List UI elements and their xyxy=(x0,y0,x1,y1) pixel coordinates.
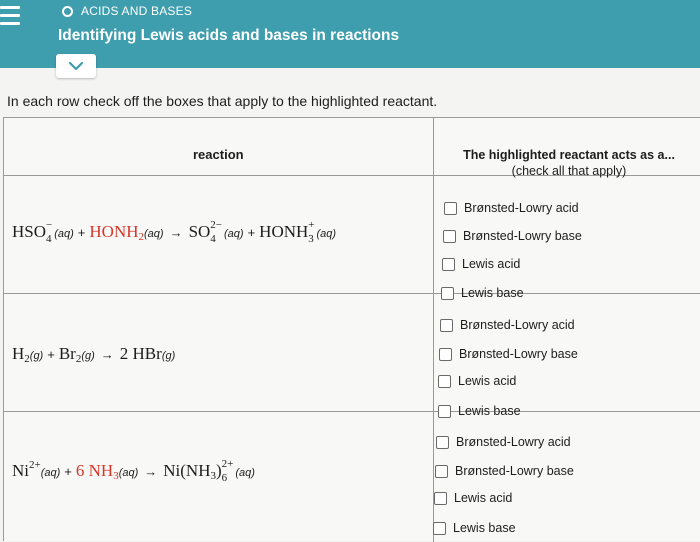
phase-label: (g) xyxy=(161,350,176,362)
row2-option-bl-base[interactable] xyxy=(439,347,578,361)
reaction-2 xyxy=(12,344,175,365)
species-ni: Ni xyxy=(12,461,29,480)
charge: 2+ xyxy=(221,458,234,471)
row2-option-lewis-base[interactable] xyxy=(438,404,521,418)
plus-sign: + xyxy=(64,464,72,479)
row3-option-lewis-acid[interactable] xyxy=(434,491,512,505)
checkbox[interactable] xyxy=(438,375,451,388)
phase-label: (aq) xyxy=(118,467,139,479)
charge: + xyxy=(308,219,315,232)
subscript: 2 xyxy=(24,353,30,365)
reaction-table xyxy=(3,117,700,541)
checkbox[interactable] xyxy=(435,465,448,478)
reaction-arrow: → xyxy=(169,225,183,240)
checkbox[interactable] xyxy=(436,436,449,449)
row-divider xyxy=(4,293,700,294)
topic-label: ACIDS AND BASES xyxy=(81,4,193,18)
topic-row xyxy=(62,3,192,19)
row2-option-bl-acid[interactable] xyxy=(440,318,575,332)
checkbox[interactable] xyxy=(433,522,446,535)
column-header-role-hint: (check all that apply) xyxy=(511,164,627,178)
species-nh3: NH xyxy=(88,461,114,480)
column-header-role-title: The highlighted reactant acts as a... xyxy=(463,148,675,162)
highlighted-reactant xyxy=(76,461,119,480)
row3-option-bl-acid[interactable] xyxy=(436,435,571,449)
species-h2: H xyxy=(12,344,25,363)
circle-outline-icon xyxy=(62,6,73,17)
species-complex: Ni(NH xyxy=(163,461,211,480)
phase-label: (aq) xyxy=(54,228,74,240)
checkbox[interactable] xyxy=(434,492,447,505)
plus-sign: + xyxy=(247,225,256,240)
reaction-arrow: → xyxy=(144,464,158,479)
option-label: Brønsted-Lowry base xyxy=(463,229,582,243)
option-label: Brønsted-Lowry acid xyxy=(456,435,571,449)
sup-sub xyxy=(210,219,223,246)
row-divider xyxy=(4,411,700,412)
phase-label: (aq) xyxy=(316,228,337,240)
row3-option-bl-base[interactable] xyxy=(435,464,574,478)
phase-label: (g) xyxy=(81,350,95,362)
checkbox[interactable] xyxy=(444,202,457,215)
menu-icon[interactable] xyxy=(0,6,20,32)
reaction-arrow: → xyxy=(100,347,114,362)
reaction-3 xyxy=(12,459,255,483)
species-hso4: HSO xyxy=(12,222,47,241)
reaction-1 xyxy=(12,219,337,246)
coefficient: 6 xyxy=(75,461,85,480)
option-label: Lewis acid xyxy=(462,257,521,271)
chevron-down-icon xyxy=(68,60,84,72)
checkbox[interactable] xyxy=(439,348,452,361)
option-label: Brønsted-Lowry acid xyxy=(460,318,575,332)
option-label: Lewis base xyxy=(453,521,516,535)
phase-label: (aq) xyxy=(144,228,164,240)
paren: ) xyxy=(215,461,222,480)
charge: 2+ xyxy=(29,459,41,471)
species-honh2: HONH xyxy=(89,222,139,241)
checkbox[interactable] xyxy=(440,319,453,332)
row1-option-bl-base[interactable] xyxy=(443,229,582,243)
row1-option-bl-acid[interactable] xyxy=(444,201,579,215)
row3-option-lewis-base[interactable] xyxy=(433,521,516,535)
column-divider xyxy=(433,118,434,542)
row2-option-lewis-acid[interactable] xyxy=(438,374,516,388)
phase-label: (aq) xyxy=(235,467,255,479)
subscript: 6 xyxy=(221,472,228,485)
phase-label: (g) xyxy=(29,350,44,362)
option-label: Lewis base xyxy=(458,404,521,418)
phase-label: (aq) xyxy=(40,467,61,479)
checkbox[interactable] xyxy=(438,405,451,418)
plus-sign: + xyxy=(77,225,86,240)
subscript: 4 xyxy=(46,233,52,246)
option-label: Lewis acid xyxy=(458,374,517,388)
expand-button[interactable] xyxy=(56,54,96,78)
instructions-text: In each row check off the boxes that apply to the highlighted reactant. xyxy=(7,93,438,109)
checkbox[interactable] xyxy=(442,258,455,271)
option-label: Lewis base xyxy=(461,286,524,300)
charge: 2− xyxy=(210,219,223,232)
subscript: 3 xyxy=(113,470,119,482)
column-header-role xyxy=(440,148,698,178)
subscript: 2 xyxy=(75,353,82,365)
phase-label: (aq) xyxy=(224,228,244,240)
sup-sub xyxy=(308,219,315,246)
species-honh3: HONH xyxy=(259,222,309,241)
row1-option-lewis-base[interactable] xyxy=(441,286,524,300)
row1-option-lewis-acid[interactable] xyxy=(442,257,520,271)
subscript: 2 xyxy=(138,231,144,243)
column-header-reaction: reaction xyxy=(193,147,244,162)
subscript: 3 xyxy=(308,233,314,246)
checkbox[interactable] xyxy=(443,230,456,243)
option-label: Brønsted-Lowry acid xyxy=(464,201,579,215)
option-label: Lewis acid xyxy=(454,491,513,505)
option-label: Brønsted-Lowry base xyxy=(459,347,578,361)
plus-sign: + xyxy=(47,347,55,362)
subscript: 3 xyxy=(210,470,216,482)
sup-sub xyxy=(221,458,234,485)
option-label: Brønsted-Lowry base xyxy=(455,464,574,478)
sup-sub xyxy=(46,219,53,246)
species-hbr: HBr xyxy=(132,344,162,363)
checkbox[interactable] xyxy=(441,287,454,300)
app-header xyxy=(0,0,700,68)
highlighted-reactant xyxy=(89,222,144,241)
page-title: Identifying Lewis acids and bases in reactions xyxy=(58,27,400,44)
species-br2: Br xyxy=(58,344,76,363)
coefficient: 2 xyxy=(119,344,129,363)
charge: − xyxy=(46,219,53,232)
species-so4: SO xyxy=(188,222,211,241)
subscript: 4 xyxy=(210,233,216,246)
